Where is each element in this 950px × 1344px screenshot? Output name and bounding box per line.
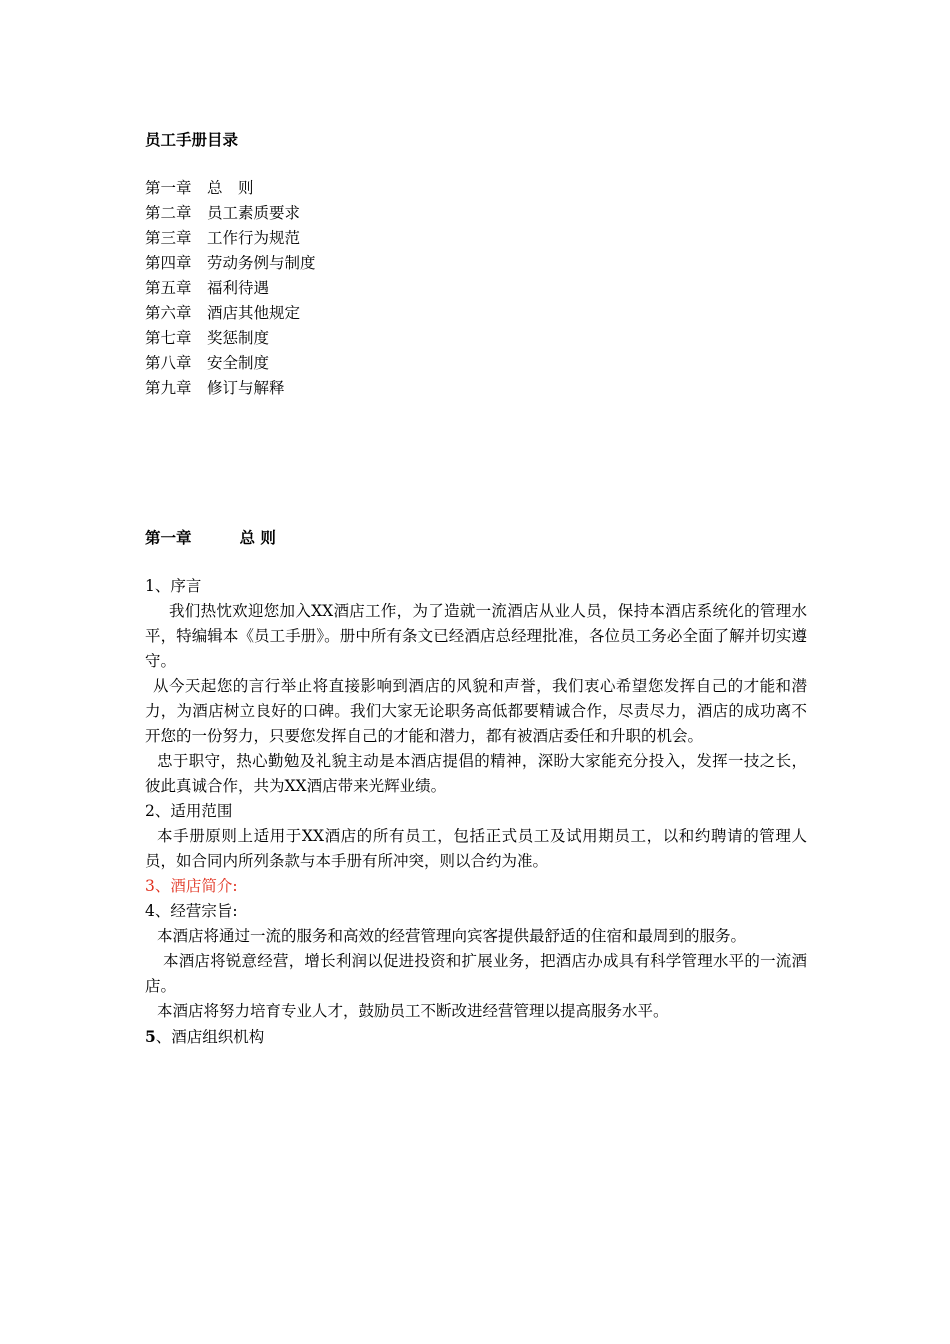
- toc-item: [145, 301, 316, 326]
- chapter-body: [145, 574, 807, 1050]
- section-title-highlight: 酒店简介:: [170, 877, 238, 895]
- section-number: 3、: [145, 877, 171, 895]
- toc-list: [145, 176, 316, 401]
- toc-chapter-name: 修订与解释: [207, 379, 285, 397]
- section-heading-purpose: 4、经营宗旨:: [145, 902, 238, 920]
- section-heading-preface: 1、序言: [145, 577, 202, 595]
- toc-chapter-name: 总 则: [207, 179, 254, 197]
- toc-chapter-name: 员工素质要求: [207, 204, 301, 222]
- toc-item: [145, 226, 316, 251]
- toc-item: [145, 176, 316, 201]
- toc-chapter-name: 工作行为规范: [207, 229, 301, 247]
- chapter-heading: [145, 526, 276, 548]
- toc-chapter-num: 第六章: [145, 304, 192, 322]
- section-heading-scope: 2、适用范围: [145, 802, 233, 820]
- toc-item: [145, 376, 316, 401]
- toc-chapter-name: 奖惩制度: [207, 329, 270, 347]
- toc-chapter-num: 第二章: [145, 204, 192, 222]
- toc-chapter-name: 安全制度: [207, 354, 270, 372]
- toc-chapter-name: 劳动务例与制度: [207, 254, 316, 272]
- toc-chapter-name: 福利待遇: [207, 279, 270, 297]
- paragraph: 忠于职守，热心勤勉及礼貌主动是本酒店提倡的精神，深盼大家能充分投入，发挥一技之长，彼此真诚合作，共为XX酒店带来光辉业绩。: [145, 752, 807, 795]
- section-heading-organization: [145, 1024, 807, 1050]
- toc-item: [145, 326, 316, 351]
- toc-chapter-num: 第三章: [145, 229, 192, 247]
- toc-item: [145, 276, 316, 301]
- toc-chapter-num: 第九章: [145, 379, 192, 397]
- chapter-number: 第一章: [145, 528, 192, 547]
- toc-chapter-num: 第一章: [145, 179, 192, 197]
- chapter-title: 总 则: [239, 528, 276, 547]
- paragraph: 从今天起您的言行举止将直接影响到酒店的风貌和声誉，我们衷心希望您发挥自己的才能和潜力，为酒店树立良好的口碑。我们大家无论职务高低都要精诚合作，尽责尽力，酒店的成功离不开您的一份努力，只要您发挥自己的才能和潜力，都有被酒店委任和升职的机会。: [145, 677, 807, 745]
- section-heading-intro: [145, 874, 807, 899]
- paragraph: 本酒店将锐意经营，增长利润以促进投资和扩展业务，把酒店办成具有科学管理水平的一流酒店。: [145, 952, 807, 995]
- paragraph: 我们热忱欢迎您加入XX酒店工作，为了造就一流酒店从业人员，保持本酒店系统化的管理水平，特编辑本《员工手册》。册中所有条文已经酒店总经理批准，各位员工务必全面了解并切实遵守。: [145, 602, 807, 670]
- toc-chapter-num: 第八章: [145, 354, 192, 372]
- toc-chapter-name: 酒店其他规定: [207, 304, 301, 322]
- paragraph: 本酒店将努力培育专业人才，鼓励员工不断改进经营管理以提高服务水平。: [157, 1002, 669, 1020]
- section-number: 5: [145, 1027, 156, 1046]
- paragraph: 本手册原则上适用于XX酒店的所有员工，包括正式员工及试用期员工，以和约聘请的管理人员，如合同内所列条款与本手册有所冲突，则以合约为准。: [145, 827, 807, 870]
- paragraph: 本酒店将通过一流的服务和高效的经营管理向宾客提供最舒适的住宿和最周到的服务。: [157, 927, 747, 945]
- toc-chapter-num: 第四章: [145, 254, 192, 272]
- toc-item: [145, 351, 316, 376]
- toc-item: [145, 201, 316, 226]
- toc-title: 员工手册目录: [145, 130, 239, 149]
- toc-chapter-num: 第五章: [145, 279, 192, 297]
- section-title: 、酒店组织机构: [155, 1028, 265, 1046]
- toc-chapter-num: 第七章: [145, 329, 192, 347]
- toc-item: [145, 251, 316, 276]
